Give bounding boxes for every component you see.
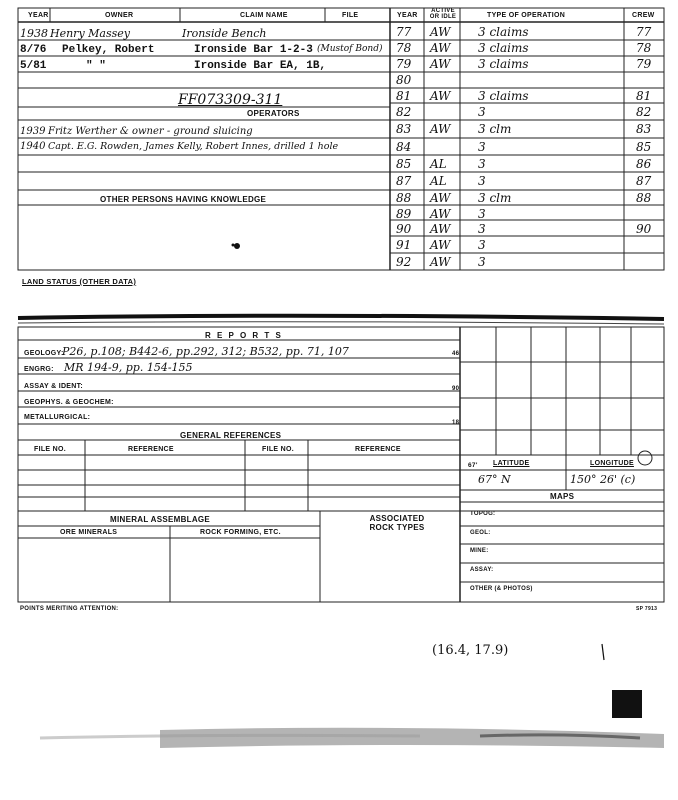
engrg-label: ENGRG: [24, 366, 54, 373]
activity-operation: 3 claims [478, 41, 529, 55]
owner-year: 8/76 [20, 44, 47, 56]
header-active-idle: ACTIVE OR IDLE [429, 8, 457, 20]
activity-operation: 3 clm [478, 191, 512, 205]
operator-year: 1940 [20, 141, 46, 152]
longitude-value: 150° 26' (c) [570, 473, 636, 486]
file-number: FF073309-311 [178, 92, 283, 108]
header-year-2: YEAR [397, 12, 418, 19]
claim-name: Ironside Bar EA, 1B, [194, 60, 327, 72]
claim-name: Ironside Bar 1-2-3 [194, 44, 313, 56]
activity-status: AL [430, 157, 447, 171]
metallurgical-num: 18 [452, 420, 460, 426]
longitude-label: LONGITUDE [590, 460, 634, 467]
general-references-label: GENERAL REFERENCES [180, 431, 282, 440]
activity-operation: 3 claims [478, 57, 529, 71]
activity-year: 82 [396, 105, 412, 119]
maps-other: OTHER (& PHOTOS) [470, 586, 533, 592]
activity-year: 89 [396, 207, 412, 221]
activity-crew: 78 [636, 41, 652, 55]
assay-label: ASSAY & IDENT: [24, 383, 84, 390]
owner-name: " " [86, 60, 106, 72]
claim-name: Ironside Bench [182, 27, 267, 40]
header-owner: OWNER [105, 12, 134, 19]
maps-topog: TOPOG: [470, 511, 496, 517]
activity-year: 87 [396, 174, 412, 188]
owner-year: 5/81 [20, 60, 47, 72]
activity-year: 85 [396, 157, 412, 171]
activity-operation: 3 [478, 207, 486, 221]
activity-crew: 90 [636, 222, 652, 236]
geology-label: GEOLOGY: [24, 350, 64, 357]
geophys-label: GEOPHYS. & GEOCHEM: [24, 399, 114, 406]
activity-operation: 3 [478, 140, 486, 154]
header-type-of-operation: TYPE OF OPERATION [487, 12, 566, 19]
maps-mine: MINE: [470, 548, 489, 554]
activity-operation: 3 clm [478, 122, 512, 136]
rock-forming-label: ROCK FORMING, ETC. [200, 529, 281, 536]
associated-rock-label: ASSOCIATED ROCK TYPES [369, 514, 425, 532]
latitude-value: 67° N [478, 473, 511, 486]
activity-operation: 3 [478, 105, 486, 119]
activity-year: 80 [396, 73, 412, 87]
activity-year: 83 [396, 122, 412, 136]
header-file: FILE [342, 12, 359, 19]
activity-operation: 3 claims [478, 89, 529, 103]
activity-crew: 83 [636, 122, 652, 136]
activity-status: AL [430, 174, 447, 188]
maps-geol: GEOL: [470, 530, 491, 536]
form-code: SP 7913 [636, 606, 658, 612]
activity-year: 91 [396, 238, 412, 252]
mineral-assemblage-label: MINERAL ASSEMBLAGE [110, 515, 211, 524]
claim-note: (Mustof Bond) [317, 44, 383, 54]
activity-crew: 87 [636, 174, 652, 188]
geology-num: 46 [452, 351, 460, 357]
operator-text: Capt. E.G. Rowden, James Kelly, Robert Innes, drilled 1 hole [48, 141, 339, 152]
ref-header-file-no-2: FILE NO. [262, 446, 294, 453]
activity-status: AW [430, 255, 451, 269]
maps-label: MAPS [550, 492, 575, 501]
activity-year: 92 [396, 255, 412, 269]
metallurgical-label: METALLURGICAL: [24, 414, 91, 421]
assay-num: 90 [452, 386, 460, 392]
activity-crew: 88 [636, 191, 652, 205]
coords-note: (16.4, 17.9) [432, 643, 509, 658]
activity-year: 77 [396, 25, 412, 39]
maps-assay: ASSAY: [470, 567, 494, 573]
activity-crew: 86 [636, 157, 652, 171]
activity-crew: 82 [636, 105, 652, 119]
activity-operation: 3 [478, 255, 486, 269]
activity-operation: 3 [478, 174, 486, 188]
activity-status: AW [430, 25, 451, 39]
activity-year: 84 [396, 140, 412, 154]
operators-label: OPERATORS [247, 109, 300, 118]
latitude-label: LATITUDE [493, 460, 530, 467]
operator-text: Fritz Werther & owner - ground sluicing [48, 126, 253, 137]
points-meriting-attention-label: POINTS MERITING ATTENTION: [20, 606, 119, 612]
reports-label: R E P O R T S [205, 331, 283, 340]
header-year: YEAR [28, 12, 49, 19]
ref-header-file-no: FILE NO. [34, 446, 66, 453]
activity-year: 79 [396, 57, 412, 71]
ref-header-reference-2: REFERENCE [355, 446, 401, 453]
activity-operation: 3 [478, 222, 486, 236]
ref-header-reference: REFERENCE [128, 446, 174, 453]
activity-operation: 3 [478, 238, 486, 252]
activity-operation: 3 [478, 157, 486, 171]
activity-crew: 79 [636, 57, 652, 71]
activity-status: AW [430, 89, 451, 103]
geology-value: P26, p.108; B442-6, pp.292, 312; B532, pp. 71, 107 [62, 345, 349, 358]
latitude-prefix: 67' [468, 462, 478, 469]
activity-operation: 3 claims [478, 25, 529, 39]
owner-year: 1938 [20, 27, 48, 40]
activity-status: AW [430, 207, 451, 221]
other-persons-label: OTHER PERSONS HAVING KNOWLEDGE [100, 195, 267, 204]
activity-crew: 81 [636, 89, 652, 103]
header-crew: CREW [632, 12, 655, 19]
land-status-label: LAND STATUS (OTHER DATA) [22, 277, 137, 286]
activity-status: AW [430, 222, 451, 236]
operator-year: 1939 [20, 126, 46, 137]
activity-year: 90 [396, 222, 412, 236]
activity-status: AW [430, 41, 451, 55]
activity-crew: 85 [636, 140, 652, 154]
activity-status: AW [430, 238, 451, 252]
activity-year: 78 [396, 41, 412, 55]
ore-minerals-label: ORE MINERALS [60, 529, 118, 536]
activity-status: AW [430, 122, 451, 136]
owner-name: Henry Massey [50, 27, 130, 40]
activity-year: 88 [396, 191, 412, 205]
activity-status: AW [430, 57, 451, 71]
engrg-value: MR 194-9, pp. 154-155 [64, 361, 193, 374]
owner-name: Pelkey, Robert [62, 44, 155, 56]
activity-status: AW [430, 191, 451, 205]
header-claim-name: CLAIM NAME [240, 12, 288, 19]
activity-year: 81 [396, 89, 412, 103]
activity-crew: 77 [636, 25, 652, 39]
